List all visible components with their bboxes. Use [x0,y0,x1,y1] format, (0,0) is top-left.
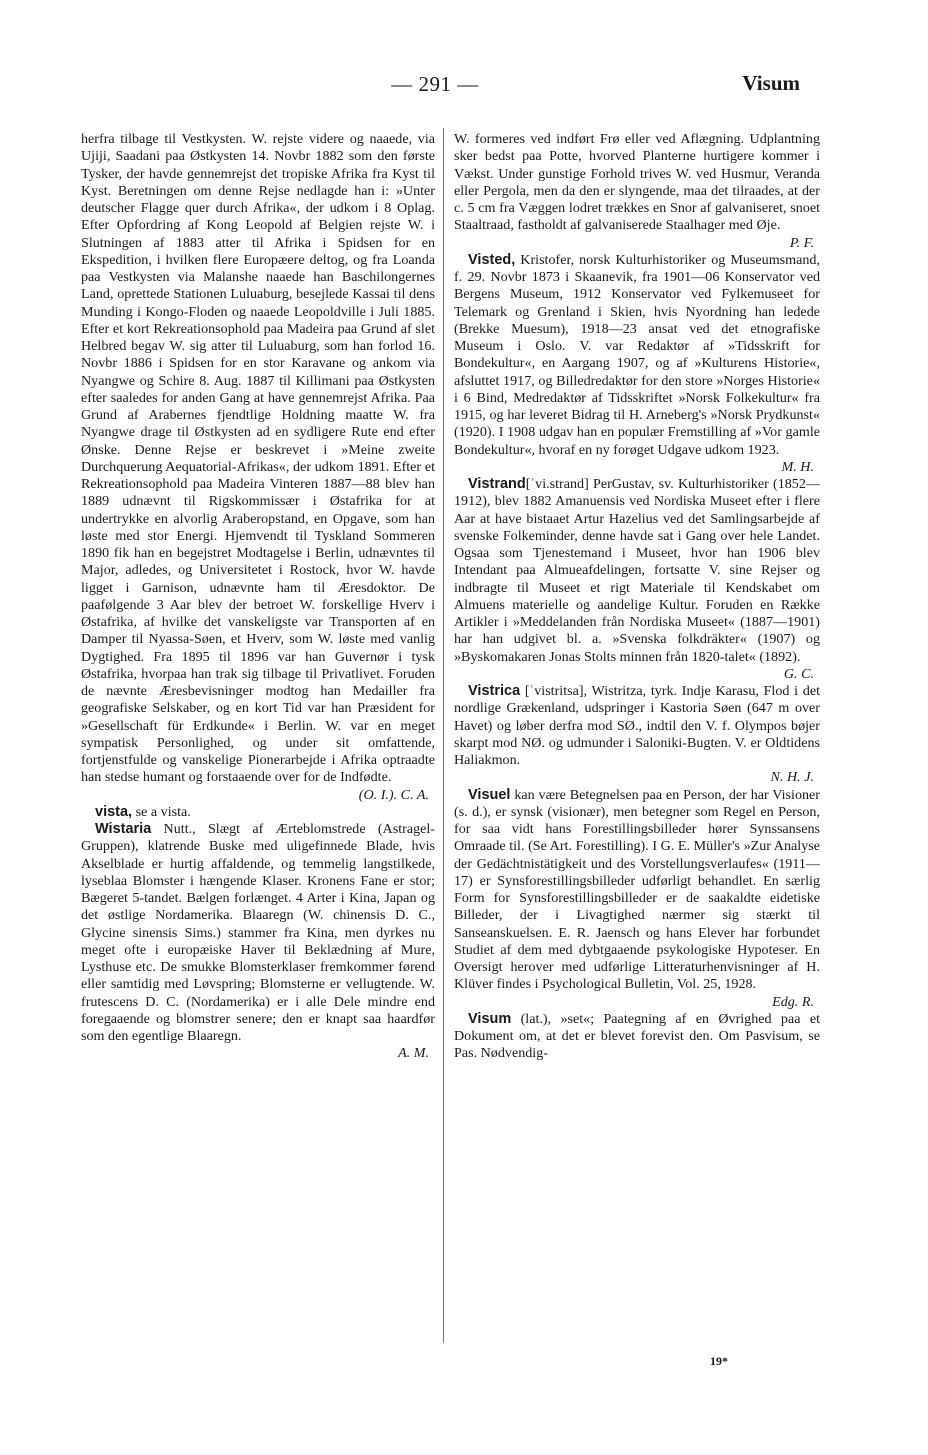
page-number: — 291 — [391,72,479,96]
entry-visuel: Visuel kan være Betegnelsen paa en Person, der har Visioner (s. d.), er synsk (visionær), men betegner som Regel en Person, for saa vidt hans Forestillingsbilleder hører Synssansens Omraade til. (Se Art. Forestilling). I G. E. Müller's »Zur Analyse der Gedächtnistätigkeit und des Vorstellungsverlaufes« (1911—17) er Synsforestillingsbilleder udførligt behandlet. En særlig Form for Synsforestillingsbilleder er de saakaldte eidetiske Billeder, der i Livagtighed nærmer sig stærkt til Sanseanskuelsen. E. R. Jaensch og hans Elever har forbundet Studiet af dem med dybtgaaende psykologiske Hypoteser. En Oversigt herover med udførlige Litteraturhenvisninger af H. Klüver findes i Psychological Bulletin, Vol. 25, 1928. [454,786,820,993]
signature: G. C. [783,665,814,682]
headword: Visuel [468,786,511,803]
signature: N. H. J. [770,769,814,786]
headword: Vistrand [468,476,526,492]
headword: Wistaria [95,821,152,837]
signature: (O. I.). C. A. [358,786,429,803]
running-head: Visum [742,71,800,95]
headword: vista, [95,803,133,820]
signature: A. M. [398,1045,429,1062]
wistaria-continuation: W. formeres ved indført Frø eller ved Aflægning. Udplantning sker bedst paa Potte, hvorved Planterne hurtigere kommer i Vækst. Under gunstige Forhold trives W. ved Husmur, Veranda eller Pergola, men da den er slyngende, maa det tilraades, at der c. 5 cm fra Væggen lodret trækkes en Snor af galvaniseret, snoet Staaltraad, fastholdt af galvaniserede Staalhager med Øje. [454,131,820,234]
entry-visted: Visted, Kristofer, norsk Kulturhistoriker og Museumsmand, f. 29. Novbr 1873 i Skaanevik, fra 1901—06 Konservator ved Bergens Museum, 1912 Konservator ved Fylkemuseet for Telemark og Grenland i Skien, hvis Nyordning han ledede (Brekke Muesum), 1918—23 ansat ved det etnografiske Museum i Oslo. V. var Redaktør af »Tidsskrift for Bondekultur«, en Aargang 1907, og af »Kulturens Historie«, afsluttet 1917, og Billedredaktør for den store »Norges Historie« i 6 Bind, Medredaktør af Tidsskriftet »Norsk Folkekultur« fra 1915, og har leveret Bidrag til H. Arneberg's »Norsk Prydkunst« (1920). I 1908 udgav han en populær Fremstilling af »Vor gamle Bondekultur«, hvoraf en ny forøget Udgave udkom 1923. [454,251,820,458]
signature: P. F. [789,234,814,251]
column-divider [443,128,444,1343]
right-column [454,131,820,1063]
entry-vistrand: Vistrand[ˈvi.strand] PerGustav, sv. Kulturhistoriker (1852—1912), blev 1882 Amanuensis ved Nordiska Museet efter i flere Aar at have bistaaet Artur Hazelius ved det Samlingsarbejde af svenske Folkeminder, denne havde sat i Gang over hele Landet. Ogsaa som Tjenestemand i Museet, hvor han 1906 blev Intendant paa Almueafdelingen, fortsatte V. sine Rejser og indbragte til Museet et rigt Materiale til Kendskabet om Almuens materielle og aandelige Kultur. Foruden en Række Artikler i »Meddelanden från Nordiska Museet« (1887—1901) har han udgivet bl. a. »Svenska folkdräkter« (1907) og »Byskomakaren Jonas Stolts minnen från 1820-talet« (1892). [454,476,820,665]
left-column [81,131,435,1063]
entry-wistaria: Wistaria Nutt., Slægt af Ærteblomstrede (Astragel-Gruppen), klatrende Buske med uligefinnede Blade, hvis Akselblade er hurtig affaldende, og temmelig langstilkede, lyseblaa Blomster i hængende Klaser. Kronens Fane er stor; Bægeret 5-tandet. Bælgen forlænget. 4 Arter i Kina, Japan og det østlige Nordamerika. Blaaregn (W. chinensis D. C., Glycine sinensis Sims.) stammer fra Kina, men dyrkes nu meget ofte i europæiske Haver til Beklædning af Mure, Lysthuse etc. De smukke Blomsterklaser fremkommer førend eller samtidig med Løvspring; Blomsterne er vellugtende. W. frutescens D. C. (Nordamerika) er i alle Dele mindre end foregaaende og blomstrer senere; den er knapt saa haardfør som den egentlige Blaaregn. [81,821,435,1044]
signature: M. H. [781,458,814,475]
entry-vistrica: Vistrica [ˈvistritsa], Wistritza, tyrk. Indje Karasu, Flod i det nordlige Grækenland, udspringer i Kastoria Søen (647 m over Havet) og løber derfra mod SØ., indtil den V. f. Olympos bøjer skarpt mod NØ. og udmunder i Saloniki-Bugten. V. er Oldtidens Haliakmon. [454,683,820,768]
wissmann-continuation: herfra tilbage til Vestkysten. W. rejste videre og naaede, via Ujiji, Saadani paa Østkysten 14. Novbr 1882 som den første Tysker, der havde gennemrejst det tropiske Afrika fra Kyst til Kyst. Beretningen om denne Rejse nedlagde han i: »Unter deutscher Flagge quer durch Afrika«, der udkom i 8 Oplag. Efter Opfordring af Kong Leopold af Belgien rejste W. i Slutningen af 1883 atter til Afrika i Spidsen for en Ekspedition, i hvilken flere Europæere deltog, og fra Loanda paa Vestkysten via Malanshe naaede han Baschilongernes Land, oprettede Stationen Luluaburg, besejlede Kassai til dens Munding i Kongo-Floden og naaede Leopoldville i Juli 1885. Efter et kort Rekreationsophold paa Madeira paa Grund af slet Helbred begav W. sig atter til Luluaburg, som han forlod 16. Novbr 1886 i Spidsen for en stor Karavane og ankom via Nyangwe og Schire 8. Aug. 1887 til Killimani paa Østkysten efter saaledes for anden Gang at have gennemrejst Afrika. Paa Grund af Arabernes fjendtlige Holdning maatte W. fra Nyangwe drage til Østkysten ad en sydligere Rute end efter Ønske. Denne Rejse er beskrevet i »Meine zweite Durchquerung Aequatorial-Afrikas«, der udkom 1891. Efter et Rekreationsophold paa Madeira Vinteren 1887—88 blev han 1889 udnævnt til Rigskommissær i Østafrika for at undertrykke en alvorlig Araberopstand, en Opgave, som han løste med stor Energi. Hjemvendt til Tyskland Sommeren 1890 fik han en begejstret Modtagelse i Berlin, udnævntes til Major, adledes, og Universitetet i Rostock, hvor W. havde ligget i Garnison, udnævnte ham til Æresdoktor. De paafølgende 3 Aar blev der betroet W. forskellige Hverv i Østafrika, af hvilke det vanskeligste var Transporten af en Damper til Nyassa-Søen, et Hverv, som W. løste med vanlig Dygtighed. Fra 1895 til 1896 var han Guvernør i tysk Østafrika, hvorpaa han trak sig tilbage til Privatlivet. Foruden de nævnte Æresbevisninger modtog han Medailler fra geografiske Selskaber, og en kort Tid var han Præsident for »Gesellschaft für Erdkunde« i Berlin. W. var en meget sympatisk Personlighed, og under sit omfattende, fortjenstfulde og vanskelige Pionerarbejde i Afrika optraadte han stedse humant og forstaaende over for de Indfødte. [81,131,435,786]
headword: Visted, [468,251,516,268]
headword: Vistrica [468,683,521,699]
signature-mark: 19* [710,1354,728,1368]
entry-vista: vista, se a vista. [95,803,191,820]
signature: Edg. R. [772,993,814,1010]
headword: Visum [468,1010,512,1027]
entry-visum: Visum (lat.), »set«; Paategning af en Øvrighed paa et Dokument om, at det er blevet forevist den. Om Pasvisum, se Pas. Nødvendig- [454,1010,820,1062]
page-header [0,72,928,106]
